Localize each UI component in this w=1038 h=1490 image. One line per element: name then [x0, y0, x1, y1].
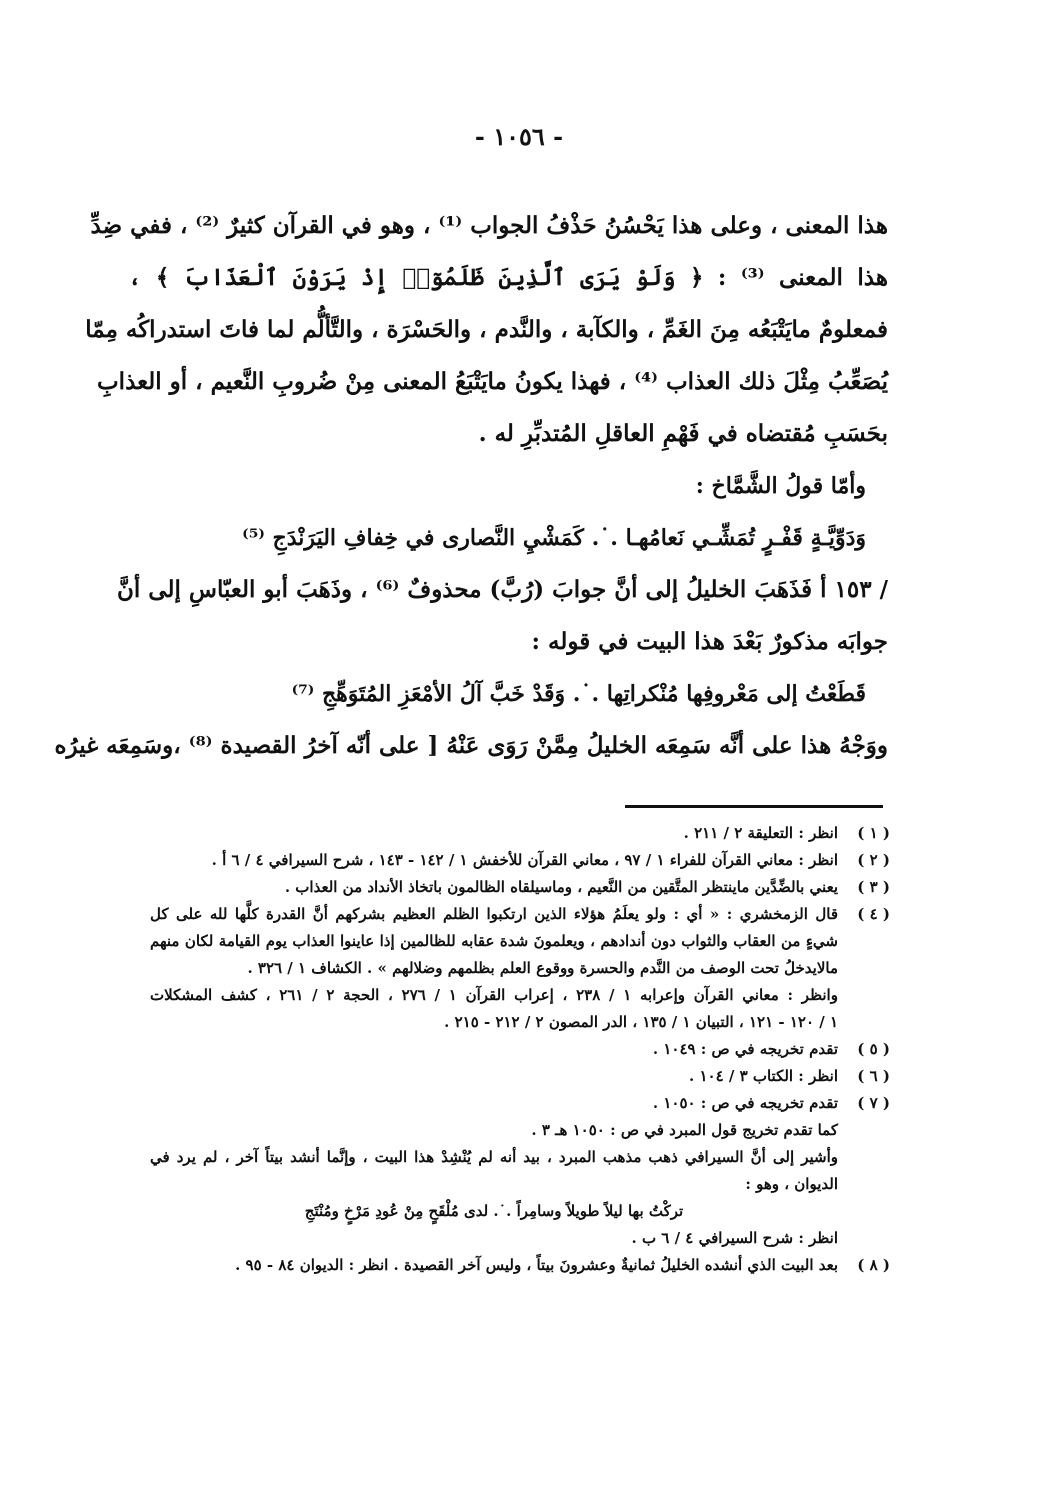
footnote-text: انظر : معاني القرآن للفراء ١ / ٩٧ ، معاني القرآن للأخفش ١ / ١٤٢ - ١٤٣ ، شرح السيرافي ٤ / ٦ أ . [211, 851, 838, 869]
text-line: يُصَعِّبُ مِثْلَ ذلك العذاب ⁽⁴⁾ ، فهذا يكونُ مايَتْبَعُ المعنى مِنْ ضُروبِ النَّعيم ، أو العذابِ [97, 368, 888, 395]
footnote-text: وانظر : معاني القرآن وإعرابه ١ / ٢٣٨ ، إعراب القرآن ١ / ٢٧٦ ، الحجة ٢ / ٢٦١ ، كشف المشكلات [150, 986, 838, 1004]
text-line: فمعلومٌ مايَتْبَعُه مِنَ الغَمِّ ، والكآبة ، والنَّدم ، والحَسْرَة ، والتَّألُّم لما فاتَ استدراكُه مِمّا [85, 316, 888, 343]
text-line: جوابَه مذكورٌ بَعْدَ هذا البيت في قوله : [531, 628, 888, 655]
footnote-separator [625, 805, 883, 808]
footnote-text: تقدم تخريجه في ص : ١٠٤٩ . [652, 1040, 838, 1058]
footnote-number: ( ٥ ) [857, 1040, 890, 1058]
text-line: هذا المعنى ، وعلى هذا يَحْسُنُ حَذْفُ الجواب ⁽¹⁾ ، وهو في القرآن كثيرٌ ⁽²⁾ ، ففي ضِدِّ [90, 212, 888, 239]
text-line: ووَجْهُ هذا على أنَّه سَمِعَه الخليلُ مِمَّنْ رَوَى عَنْهُ [ على أنّه آخرُ القصيدة ⁽⁸⁾ ،وسَمِعَه غيرُه [54, 732, 888, 759]
footnote-number: ( ٢ ) [857, 851, 890, 869]
footnote-text: تقدم تخريجه في ص : ١٠٥٠ . [652, 1094, 838, 1112]
footnote [150, 874, 890, 901]
footnote-number: ( ٦ ) [857, 1067, 890, 1085]
footnote-text: شيءٍ من العقاب والثواب دون أندادهم ، ويعلمونَ شدة عقابه للظالمين إذا عاينوا العذاب يوم القيامة لكان منهم [150, 932, 838, 950]
footnote-text: الديوان ، وهو : [745, 1175, 838, 1193]
footnote-text: كما تقدم تخريج قول المبرد في ص : ١٠٥٠ هـ ٣ . [531, 1121, 838, 1139]
footnote-text: وأشير إلى أنَّ السيرافي ذهب مذهب المبرد ، بيد أنه لم يُنْشِدْ هذا البيت ، وإنَّما أنشد بيتاً آخر ، لم يرد في [150, 1148, 838, 1166]
footnote [150, 1036, 890, 1063]
footnote [150, 1090, 890, 1252]
footnotes [150, 820, 890, 1279]
footnote-number: ( ٤ ) [857, 905, 890, 923]
footnote-text: مالايدخلُ تحت الوصف من النَّدم والحسرة ووقوع العلم بظلمهم وضلالهم » . الكشاف ١ / ٣٢٦ . [247, 959, 838, 977]
footnote-text: ١ / ١٢٠ - ١٢١ ، التبيان ١ / ١٣٥ ، الدر المصون ٢ / ٢١٢ - ٢١٥ . [444, 1013, 838, 1031]
text-line: / ١٥٣ أ فَذَهَبَ الخليلُ إلى أنَّ جوابَ (رُبَّ) محذوفٌ ⁽⁶⁾ ، وذَهَبَ أبو العبّاسِ إلى أنَّ [117, 576, 888, 603]
poem-verse: قَطَعْتُ إلى مَعْروفِها مُنْكراتِها .˙. وَقَدْ خَبَّ آلُ الأمْعَزِ المُتَوَهِّجِ ⁽⁷⁾ [291, 681, 866, 707]
footnote-text: انظر : الكتاب ٣ / ١٠٤ . [689, 1067, 838, 1085]
footnote-verse: تركْتُ بها ليلاً طويلاً وسامِراً .˙. لدى مُلْقَحٍ مِنْ عُودِ مَرْخٍ ومُنْتَجِ [304, 1202, 684, 1220]
footnote-text: انظر : شرح السيرافي ٤ / ٦ ب . [631, 1229, 838, 1247]
footnote-number: ( ٧ ) [857, 1094, 890, 1112]
footnote-number: ( ٣ ) [857, 878, 890, 896]
footnote-text: يعني بالضِّدَّين ماينتظر المتَّقين من النَّعيم ، وماسيلقاه الظالمون باتخاذ الأنداد من العذاب . [284, 878, 838, 896]
footnote [150, 901, 890, 1036]
footnote-number: ( ٨ ) [857, 1256, 890, 1274]
footnote-text: قال الزمخشري : « أي : ولو يعلَمُ هؤلاء الذين ارتكبوا الظلم العظيم بشركهم أنَّ القدرة كلَّها لله على كل [150, 905, 838, 923]
text-line: بحَسَبِ مُقتضاه في فَهْمِ العاقلِ المُتدبِّرِ له . [478, 420, 888, 447]
poem-verse: وَدَوِّيَّـةٍ قَفْـرٍ تُمَشِّـي نَعامُهـا .˙. كَمَشْيِ النَّصارى في خِفافِ اليَرَنْدَجِ ⁽⁵⁾ [242, 525, 866, 551]
footnote-text: انظر : التعليقة ٢ / ٢١١ . [683, 824, 838, 842]
footnote [150, 820, 890, 847]
footnote [150, 1252, 890, 1279]
text-line: وأمّا قولُ الشَّمَّاخ : [695, 473, 866, 499]
footnote [150, 1063, 890, 1090]
footnote [150, 847, 890, 874]
main-text [54, 200, 888, 772]
page-number: - ١٠٥٦ - [474, 122, 564, 151]
text-line: هذا المعنى ⁽³⁾ : ﴿ وَلَوْ يَرَى ٱلَّذِينَ ظَلَمُوٓا۟ إِذْ يَرَوْنَ ٱلْعَذَابَ ﴾ ، [128, 264, 888, 291]
footnote-number: ( ١ ) [857, 824, 890, 842]
footnote-text: بعد البيت الذي أنشده الخليلُ ثمانيةٌ وعشرونَ بيتاً ، وليس آخر القصيدة . انظر : الديوان ٨٤ - ٩٥ . [235, 1256, 838, 1274]
